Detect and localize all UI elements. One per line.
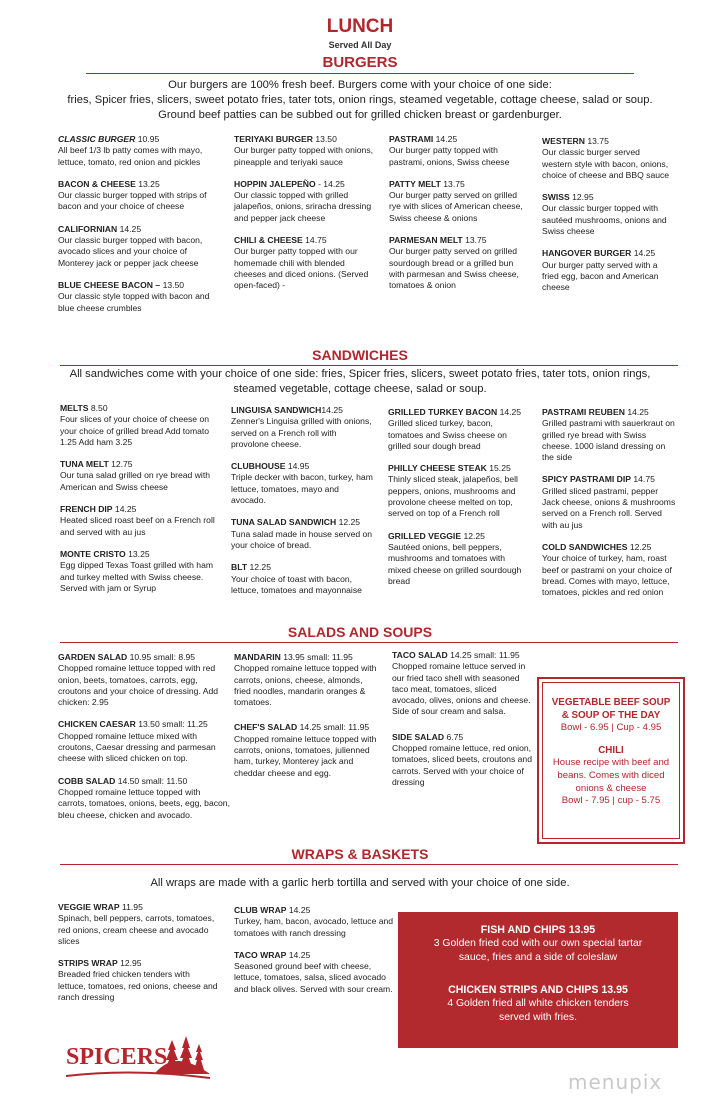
menu-item <box>392 732 532 788</box>
item-desc: Our burger patty topped with our homemade chili with blended cheeses and diced onions. (Served open-faced) - <box>234 246 369 291</box>
fish-title: FISH AND CHIPS 13.95 <box>480 924 596 936</box>
item-name: CLUB WRAP <box>234 905 287 915</box>
item-price: 14.25 <box>435 134 458 144</box>
item-desc: Triple decker with bacon, turkey, ham lettuce, tomatoes, mayo and avocado. <box>231 472 373 506</box>
item-price: 12.95 <box>120 958 142 969</box>
burgers-intro-line: Our burgers are 100% fresh beef. Burgers come with your choice of one side: <box>168 79 552 91</box>
item-desc: Our classic burger topped with strips of bacon and your choice of cheese <box>58 190 207 212</box>
burgers-col-1 <box>58 134 220 325</box>
item-desc: Chopped romaine lettuce topped with carrots, onions, cheese, almonds, fried noodles, mandarin oranges & tomatoes. <box>234 663 377 708</box>
item-price: 12.25 <box>463 530 485 541</box>
item-name: TACO WRAP <box>234 949 287 960</box>
menu-item <box>231 405 376 450</box>
menu-item <box>234 134 374 168</box>
item-price: 13.25 <box>138 178 160 189</box>
item-name: SPICY PASTRAMI DIP <box>542 474 631 485</box>
item-price: 12.25 <box>249 562 271 573</box>
item-name: GRILLED VEGGIE <box>388 530 462 541</box>
salads-col-2 <box>234 652 379 790</box>
fish-desc: 3 Golden fried cod with our own special tartar sauce, fries and a side of coleslaw <box>433 938 643 963</box>
item-desc: Tuna salad made in house served on your choice of bread. <box>231 528 373 550</box>
menu-item <box>389 235 529 291</box>
item-name: HANGOVER BURGER <box>542 248 632 259</box>
item-desc: Our burger patty served with a fried egg, bacon and American cheese <box>542 259 659 293</box>
item-desc: Our tuna salad grilled on rye bread with American and Swiss cheese <box>60 470 210 492</box>
item-price: 14.95 <box>287 461 310 472</box>
item-price: 14.75 <box>305 235 327 246</box>
burgers-intro-line: Ground beef patties can be subbed out for grilled chicken breast or gardenburger. <box>158 109 562 121</box>
item-name: BLUE CHEESE BACON – <box>58 279 161 290</box>
logo-text: SPICERS <box>66 1044 168 1070</box>
item-desc: Our classic burger topped with bacon, avocado slices and your choice of Monterey jack or pepper jack cheese <box>58 235 203 268</box>
sandwiches-col-2 <box>231 405 376 607</box>
item-name: VEGGIE WRAP <box>58 902 120 912</box>
item-price: 13.75 <box>465 235 487 246</box>
item-desc: Thinly sliced steak, jalapeños, bell peppers, onions, mushrooms and provolone cheese melted on top, served on top of a French roll <box>388 474 518 519</box>
item-desc: Grilled sliced turkey, bacon, tomatoes and Swiss cheese on grilled sour dough bread <box>388 418 507 451</box>
item-desc: Grilled pastrami with sauerkraut on grilled rye bread with Swiss cheese. 1000 island dressing on the side <box>542 418 675 463</box>
item-name: HOPPIN JALEPEÑO <box>234 178 316 189</box>
item-name: GRILLED TURKEY BACON <box>388 407 498 417</box>
menu-item <box>58 719 230 764</box>
item-name: PARMESAN MELT <box>389 235 463 246</box>
item-price: 14.25 <box>288 905 311 915</box>
item-price: 12.25 <box>629 541 652 552</box>
menu-item <box>389 179 529 224</box>
item-price: 8.50 <box>90 403 108 413</box>
burgers-intro <box>0 78 720 123</box>
menu-item <box>60 403 216 448</box>
item-name: CLUBHOUSE <box>231 461 286 472</box>
logo-tree <box>194 1044 204 1070</box>
item-desc: Breaded fried chicken tenders with lettuce, tomatoes, red onions, cheese and ranch dressing <box>58 969 218 1003</box>
item-desc: Our burger patty topped with pastrami, onions, Swiss cheese <box>389 145 510 167</box>
item-price: 15.25 <box>489 463 511 474</box>
item-price: 13.50 <box>162 279 185 290</box>
item-name: CHICKEN CAESAR <box>58 719 136 730</box>
menu-item <box>389 134 529 168</box>
item-name: STRIPS WRAP <box>58 958 118 969</box>
salads-col-3 <box>392 650 532 799</box>
baskets-box <box>398 912 678 1048</box>
burgers-col-4 <box>542 136 672 305</box>
item-price: 12.25 <box>338 517 361 528</box>
item-name: TACO SALAD <box>392 650 448 660</box>
item-name: CALIFORNIAN <box>58 223 118 234</box>
menu-item <box>234 179 374 224</box>
item-price: - 14.25 <box>318 178 345 189</box>
menu-item <box>231 461 376 506</box>
item-name: PASTRAMI <box>389 134 434 144</box>
item-price: 13.50 small: 11.25 <box>138 719 208 730</box>
soup-box <box>537 677 685 844</box>
item-desc: Egg dipped Texas Toast grilled with ham and turkey melted with Swiss cheese. Served with jam or Syrup <box>60 560 214 593</box>
item-name: TUNA SALAD SANDWICH <box>231 517 337 528</box>
wraps-col-2 <box>234 905 394 1006</box>
menu-item <box>388 531 528 587</box>
item-price: 14.50 small: 11.50 <box>117 775 188 786</box>
item-name: SWISS <box>542 192 570 203</box>
item-price: 12.75 <box>111 459 133 470</box>
item-name: COBB SALAD <box>58 775 116 786</box>
wraps-intro: All wraps are made with a garlic herb tortilla and served with your choice of one side. <box>150 877 570 889</box>
item-price: 10.95 small: 8.95 <box>129 652 196 662</box>
chicken-title: CHICKEN STRIPS AND CHIPS 13.95 <box>448 984 628 996</box>
chili-desc: House recipe with beef and beans. Comes with diced onions & cheese <box>552 757 670 794</box>
item-desc: Heated sliced roast beef on a French roll and served with au jus <box>60 515 215 537</box>
item-price: 12.95 <box>572 192 594 203</box>
item-name: PATTY MELT <box>389 178 441 189</box>
item-name: COLD SANDWICHES <box>542 541 628 552</box>
item-desc: Turkey, ham, bacon, avocado, lettuce and tomatoes with ranch dressing <box>234 916 394 938</box>
salads-rule <box>60 642 678 643</box>
item-name: FRENCH DIP <box>60 504 113 515</box>
sandwiches-col-1 <box>60 403 216 605</box>
sandwiches-rule <box>60 365 678 366</box>
menu-item <box>58 776 230 821</box>
item-desc: Our classic topped with grilled jalapeños, onions, sriracha dressing and pepper jack cheese <box>234 190 372 223</box>
menu-item <box>542 248 672 293</box>
menu-item <box>231 562 376 596</box>
menu-item <box>234 652 379 708</box>
menu-item <box>58 280 220 314</box>
sandwiches-intro-line: All sandwiches come with your choice of one side: fries, Spicer fries, slicers, sweet potato fries, tater tots, onion rings, <box>69 368 651 380</box>
item-desc: Our classic burger served western style with bacon, onions, choice of cheese and BBQ sauce <box>542 147 670 180</box>
menu-item <box>58 652 230 708</box>
sandwiches-title: SANDWICHES <box>312 347 408 363</box>
item-desc: Grilled sliced pastrami, pepper Jack cheese, onions & mushrooms served on a French roll. Served with au jus <box>542 485 676 530</box>
sandwiches-intro-line: steamed vegetable, cottage cheese, salad or soup. <box>233 383 487 395</box>
menu-item <box>542 542 676 598</box>
item-price: 14.25 <box>288 949 311 960</box>
item-price: 14.25 <box>633 248 656 259</box>
menu-item <box>392 650 532 718</box>
item-desc: Chopped romaine lettuce topped with carrots, tomatoes, onions, beets, egg, bacon, bleu cheese, chicken and avocado. <box>58 786 230 820</box>
soup-title: VEGETABLE BEEF SOUP & SOUP OF THE DAY <box>551 697 671 721</box>
item-name: MANDARIN <box>234 652 281 662</box>
item-price: 6.75 <box>446 731 464 742</box>
logo-graphic <box>64 1028 214 1084</box>
item-price: 11.95 <box>122 902 143 912</box>
wraps-title: WRAPS & BASKETS <box>291 846 429 862</box>
item-desc: Sautéed onions, bell peppers, mushrooms and tomatoes with mixed cheese on grilled sourdough bread <box>388 541 522 586</box>
chicken-desc: 4 Golden fried all white chicken tenders served with fries. <box>447 998 629 1023</box>
menu-item <box>542 136 672 181</box>
item-desc: Chopped romaine lettuce topped with carrots, onions, tomatoes, julienned ham, turkey, Monterey jack and cheddar cheese and egg. <box>234 733 377 778</box>
menu-item <box>58 902 218 947</box>
item-desc: Our classic burger topped with sautéed mushrooms, onions and Swiss cheese <box>542 203 667 237</box>
menu-item <box>58 224 220 269</box>
item-price: 14.75 <box>633 474 655 485</box>
menu-item <box>60 504 216 538</box>
item-desc: Chopped romaine lettuce served in our fried taco shell with seasoned taco meat, tomatoes, sliced avocado, olives, onions and cheese. Side of sour cream and salsa. <box>392 661 531 717</box>
burgers-title: BURGERS <box>322 54 398 71</box>
item-desc: Zenner's Linguisa grilled with onions, served on a French roll with provolone cheese. <box>231 416 372 449</box>
item-desc: Chopped romaine lettuce topped with red onion, beets, tomatoes, carrots, egg, croutons and your choice of dressing. Add chicken: 2.95 <box>58 663 219 708</box>
item-desc: Your choice of toast with bacon, lettuce, tomatoes and mayonnaise <box>231 573 362 595</box>
item-desc: Chopped romaine lettuce mixed with croutons, Caesar dressing and parmesan cheese with sliced chicken on top. <box>58 730 216 764</box>
item-desc: Chopped romaine lettuce, red onion, tomatoes, sliced beets, croutons and carrots. Served with your choice of dressing <box>392 743 532 787</box>
item-name: TUNA MELT <box>60 459 109 470</box>
menu-item <box>234 905 394 939</box>
item-desc: Our burger patty served on grilled sourdough bread or a grilled bun with parmesan and Swiss cheese, tomatoes & onion <box>389 246 519 291</box>
menu-item <box>231 517 376 551</box>
sandwiches-col-3 <box>388 407 528 598</box>
menu-item <box>60 459 216 493</box>
item-price: 14.25 <box>321 405 343 415</box>
item-desc: Spinach, bell peppers, carrots, tomatoes, red onions, cream cheese and avocado slices <box>58 913 215 946</box>
item-name: PASTRAMI REUBEN <box>542 407 625 417</box>
item-desc: All beef 1/3 lb patty comes with mayo, lettuce, tomato, red onion and pickles <box>58 145 203 167</box>
wraps-col-1 <box>58 902 218 1014</box>
menu-item <box>542 407 676 463</box>
item-name: CHEF'S SALAD <box>234 722 298 733</box>
chili-title: CHILI <box>598 744 624 756</box>
salads-title: SALADS AND SOUPS <box>287 624 433 640</box>
burgers-rule <box>86 73 634 74</box>
menu-item <box>60 549 216 594</box>
item-price: 13.95 small: 11.95 <box>283 652 353 662</box>
menu-item <box>234 722 379 778</box>
salads-col-1 <box>58 652 230 832</box>
item-desc: Our classic style topped with bacon and blue cheese crumbles <box>58 291 210 313</box>
item-name: CHILI & CHEESE <box>234 235 303 246</box>
item-desc: Four slices of your choice of cheese on your choice of grilled bread Add tomato 1.25 Add ham 3.25 <box>60 414 210 447</box>
item-name: SIDE SALAD <box>392 731 445 742</box>
item-price: 13.75 <box>443 178 465 189</box>
item-desc: Our burger patty served on grilled rye with slices of American cheese, Swiss cheese & onions <box>389 190 523 223</box>
item-price: 13.50 <box>315 134 337 144</box>
logo-tree <box>179 1036 193 1070</box>
lunch-title: LUNCH <box>326 16 394 37</box>
menu-item <box>234 235 374 291</box>
sandwiches-col-4 <box>542 407 676 609</box>
watermark: menupix <box>568 1070 663 1094</box>
item-price: 14.25 small: 11.95 <box>299 722 370 733</box>
item-price: 14.25 <box>499 407 522 417</box>
item-name: MONTE CRISTO <box>60 548 126 559</box>
item-name: CLASSIC BURGER <box>58 134 136 144</box>
item-name: TERIYAKI BURGER <box>234 134 313 144</box>
soup-box-inner <box>542 682 680 839</box>
item-desc: Your choice of turkey, ham, roast beef or pastrami on your choice of bread. Comes with mayo, lettuce, tomatoes, pickles and red onion <box>542 553 672 598</box>
item-name: LINGUISA SANDWICH <box>231 405 322 415</box>
menu-item <box>58 134 220 168</box>
item-desc: Seasoned ground beef with cheese, lettuce, tomatoes, salsa, sliced avocado and black olives. Served with sour cream. <box>234 961 393 994</box>
menu-item <box>542 474 676 530</box>
menu-item <box>388 463 528 519</box>
item-price: 14.25 <box>627 407 649 417</box>
spicers-logo <box>64 1028 214 1084</box>
item-name: MELTS <box>60 403 89 413</box>
menu-item <box>58 179 220 213</box>
burgers-col-2 <box>234 134 374 303</box>
item-price: 14.25 <box>119 223 142 234</box>
item-price: 13.75 <box>587 136 609 146</box>
item-name: BLT <box>231 562 248 573</box>
item-price: 13.25 <box>128 548 150 559</box>
menu-item <box>388 407 528 452</box>
menu-item <box>58 958 218 1003</box>
item-price: 14.25 small: 11.95 <box>450 650 520 660</box>
burgers-col-3 <box>389 134 529 303</box>
lunch-subtitle: Served All Day <box>328 40 392 50</box>
wraps-rule <box>60 864 678 865</box>
menu-item <box>234 950 394 995</box>
item-desc: Our burger patty topped with onions, pineapple and teriyaki sauce <box>234 145 374 167</box>
menu-item <box>542 192 672 237</box>
chili-price: Bowl - 7.95 | cup - 5.75 <box>561 795 661 807</box>
item-price: 10.95 <box>137 134 160 144</box>
item-name: BACON & CHEESE <box>58 178 136 189</box>
item-name: PHILLY CHEESE STEAK <box>388 463 487 474</box>
soup-price: Bowl - 6.95 | Cup - 4.95 <box>560 722 662 734</box>
burgers-intro-line: fries, Spicer fries, slicers, sweet potato fries, tater tots, onion rings, steamed vegetable, cottage cheese, salad or soup. <box>67 94 653 106</box>
item-price: 14.25 <box>114 504 137 515</box>
sandwiches-intro <box>0 367 720 397</box>
item-name: WESTERN <box>542 136 585 146</box>
item-name: GARDEN SALAD <box>58 652 128 662</box>
